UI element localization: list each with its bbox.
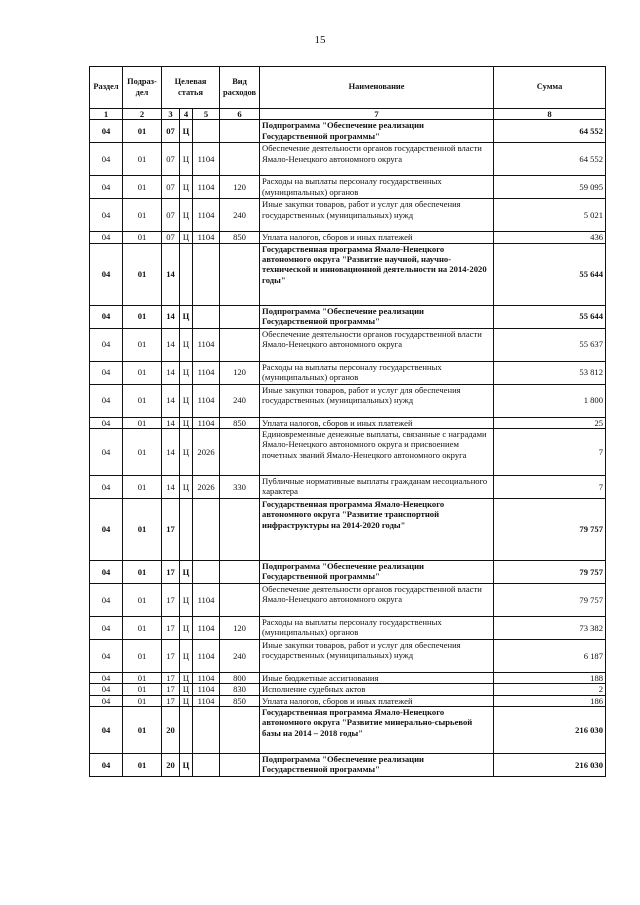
page-number: 15 (314, 34, 326, 46)
row-razdel: 04 (90, 120, 123, 143)
row-razdel: 04 (90, 305, 123, 328)
row-sum: 216 030 (494, 706, 606, 753)
row-target-program: 14 (162, 384, 180, 417)
row-target-subprogram: Ц (180, 143, 193, 176)
row-target-program: 17 (162, 560, 180, 583)
row-target-subprogram: Ц (180, 639, 193, 672)
row-target-program: 07 (162, 232, 180, 243)
row-target-direction: 1104 (193, 143, 220, 176)
row-target-subprogram: Ц (180, 176, 193, 199)
table-row (90, 361, 606, 384)
header-vid-rashodov: Вид расходов (220, 67, 260, 109)
row-expense-type (220, 428, 260, 475)
row-name: Уплата налогов, сборов и иных платежей (260, 417, 494, 428)
row-target-subprogram: Ц (180, 560, 193, 583)
row-target-subprogram: Ц (180, 232, 193, 243)
row-target-direction: 1104 (193, 328, 220, 361)
table-row (90, 176, 606, 199)
row-razdel: 04 (90, 361, 123, 384)
row-target-subprogram: Ц (180, 328, 193, 361)
row-expense-type: 850 (220, 417, 260, 428)
row-target-program: 07 (162, 199, 180, 232)
row-target-program: 14 (162, 243, 180, 305)
row-podrazdel: 01 (123, 498, 162, 560)
row-target-direction (193, 243, 220, 305)
row-target-direction: 1104 (193, 616, 220, 639)
row-target-subprogram: Ц (180, 199, 193, 232)
row-sum: 55 644 (494, 243, 606, 305)
row-name: Единовременные денежные выплаты, связанные с наградами Ямало-Ненецкого автономного округа и присвоением почетных званий Ямало-Ненецкого автономного округа (260, 428, 494, 475)
table-row (90, 695, 606, 706)
row-name: Иные закупки товаров, работ и услуг для обеспечения государственных (муниципальных) нужд (260, 639, 494, 672)
row-podrazdel: 01 (123, 706, 162, 753)
row-target-program: 07 (162, 120, 180, 143)
table-row (90, 243, 606, 305)
table-row (90, 560, 606, 583)
row-podrazdel: 01 (123, 428, 162, 475)
row-sum: 59 095 (494, 176, 606, 199)
row-expense-type (220, 143, 260, 176)
row-name: Обеспечение деятельности органов государственной власти Ямало-Ненецкого автономного округа (260, 143, 494, 176)
row-target-program: 17 (162, 616, 180, 639)
row-sum: 79 757 (494, 498, 606, 560)
row-target-direction: 1104 (193, 672, 220, 683)
row-podrazdel: 01 (123, 672, 162, 683)
row-target-subprogram: Ц (180, 684, 193, 695)
row-name: Уплата налогов, сборов и иных платежей (260, 695, 494, 706)
row-target-direction (193, 498, 220, 560)
column-number: 1 (90, 109, 123, 120)
table-row (90, 583, 606, 616)
row-target-direction (193, 753, 220, 776)
row-target-direction (193, 120, 220, 143)
table-row (90, 706, 606, 753)
table-row (90, 639, 606, 672)
header-celevaya-statya: Целевая статья (162, 67, 220, 109)
row-podrazdel: 01 (123, 328, 162, 361)
row-name: Исполнение судебных актов (260, 684, 494, 695)
column-number: 7 (260, 109, 494, 120)
row-name: Государственная программа Ямало-Ненецкого автономного округа "Развитие транспортной инфраструктуры на 2014-2020 годы" (260, 498, 494, 560)
header-naimenovanie: Наименование (260, 67, 494, 109)
row-name: Подпрограмма "Обеспечение реализации Государственной программы" (260, 120, 494, 143)
row-razdel: 04 (90, 232, 123, 243)
row-expense-type: 120 (220, 361, 260, 384)
row-podrazdel: 01 (123, 143, 162, 176)
row-sum: 7 (494, 475, 606, 498)
row-target-program: 14 (162, 417, 180, 428)
row-podrazdel: 01 (123, 232, 162, 243)
row-expense-type: 330 (220, 475, 260, 498)
row-name: Иные закупки товаров, работ и услуг для обеспечения государственных (муниципальных) нужд (260, 384, 494, 417)
row-sum: 436 (494, 232, 606, 243)
row-target-program: 14 (162, 428, 180, 475)
row-sum: 25 (494, 417, 606, 428)
row-razdel: 04 (90, 328, 123, 361)
row-target-subprogram: Ц (180, 417, 193, 428)
row-target-subprogram: Ц (180, 672, 193, 683)
header-podrazdel: Подраз-дел (123, 67, 162, 109)
row-sum: 53 812 (494, 361, 606, 384)
row-sum: 79 757 (494, 583, 606, 616)
table-row (90, 232, 606, 243)
row-razdel: 04 (90, 753, 123, 776)
row-razdel: 04 (90, 695, 123, 706)
header-summa: Сумма (494, 67, 606, 109)
row-name: Публичные нормативные выплаты гражданам несоциального характера (260, 475, 494, 498)
row-target-subprogram: Ц (180, 616, 193, 639)
row-target-program: 17 (162, 695, 180, 706)
row-target-subprogram: Ц (180, 428, 193, 475)
row-target-subprogram: Ц (180, 384, 193, 417)
row-razdel: 04 (90, 243, 123, 305)
row-razdel: 04 (90, 417, 123, 428)
row-expense-type: 120 (220, 176, 260, 199)
table-row (90, 120, 606, 143)
row-target-direction (193, 706, 220, 753)
row-target-direction: 2026 (193, 428, 220, 475)
row-name: Иные бюджетные ассигнования (260, 672, 494, 683)
row-target-program: 14 (162, 328, 180, 361)
row-sum: 55 644 (494, 305, 606, 328)
row-expense-type: 240 (220, 639, 260, 672)
row-target-program: 14 (162, 475, 180, 498)
column-number: 8 (494, 109, 606, 120)
row-name: Расходы на выплаты персоналу государственных (муниципальных) органов (260, 616, 494, 639)
column-number: 2 (123, 109, 162, 120)
row-podrazdel: 01 (123, 583, 162, 616)
row-razdel: 04 (90, 428, 123, 475)
row-target-direction: 1104 (193, 361, 220, 384)
row-name: Обеспечение деятельности органов государственной власти Ямало-Ненецкого автономного округа (260, 328, 494, 361)
row-podrazdel: 01 (123, 176, 162, 199)
row-name: Государственная программа Ямало-Ненецкого автономного округа "Развитие научной, научно-технической и инновационной деятельности на 2014-2020 годы" (260, 243, 494, 305)
row-expense-type: 240 (220, 199, 260, 232)
column-number-row (90, 109, 606, 120)
row-expense-type: 240 (220, 384, 260, 417)
row-target-program: 20 (162, 706, 180, 753)
row-target-program: 17 (162, 583, 180, 616)
table-row (90, 305, 606, 328)
row-podrazdel: 01 (123, 384, 162, 417)
budget-table (89, 66, 606, 777)
table-row (90, 753, 606, 776)
row-podrazdel: 01 (123, 120, 162, 143)
row-expense-type (220, 328, 260, 361)
row-razdel: 04 (90, 684, 123, 695)
row-target-direction: 1104 (193, 684, 220, 695)
row-target-program: 17 (162, 684, 180, 695)
row-sum: 1 800 (494, 384, 606, 417)
row-target-direction: 1104 (193, 583, 220, 616)
table-row (90, 384, 606, 417)
row-podrazdel: 01 (123, 616, 162, 639)
row-name: Обеспечение деятельности органов государственной власти Ямало-Ненецкого автономного округа (260, 583, 494, 616)
row-sum: 73 382 (494, 616, 606, 639)
row-name: Расходы на выплаты персоналу государственных (муниципальных) органов (260, 361, 494, 384)
row-target-program: 20 (162, 753, 180, 776)
row-target-subprogram: Ц (180, 361, 193, 384)
column-number: 3 (162, 109, 180, 120)
row-sum: 186 (494, 695, 606, 706)
row-target-direction: 1104 (193, 176, 220, 199)
row-expense-type: 850 (220, 695, 260, 706)
row-razdel: 04 (90, 583, 123, 616)
row-podrazdel: 01 (123, 199, 162, 232)
row-expense-type: 830 (220, 684, 260, 695)
table-row (90, 616, 606, 639)
row-razdel: 04 (90, 639, 123, 672)
row-name: Уплата налогов, сборов и иных платежей (260, 232, 494, 243)
row-razdel: 04 (90, 199, 123, 232)
row-target-subprogram: Ц (180, 753, 193, 776)
row-expense-type (220, 498, 260, 560)
row-razdel: 04 (90, 706, 123, 753)
row-expense-type: 800 (220, 672, 260, 683)
table-row (90, 199, 606, 232)
row-target-subprogram (180, 243, 193, 305)
row-podrazdel: 01 (123, 695, 162, 706)
row-razdel: 04 (90, 384, 123, 417)
row-target-program: 07 (162, 143, 180, 176)
row-name: Подпрограмма "Обеспечение реализации Государственной программы" (260, 753, 494, 776)
table-row (90, 672, 606, 683)
row-target-program: 17 (162, 672, 180, 683)
row-target-direction: 1104 (193, 384, 220, 417)
row-razdel: 04 (90, 616, 123, 639)
row-expense-type (220, 706, 260, 753)
row-name: Подпрограмма "Обеспечение реализации Государственной программы" (260, 560, 494, 583)
table-row (90, 428, 606, 475)
row-target-subprogram: Ц (180, 305, 193, 328)
row-sum: 7 (494, 428, 606, 475)
row-expense-type: 120 (220, 616, 260, 639)
column-number: 4 (180, 109, 193, 120)
table-row (90, 143, 606, 176)
row-sum: 216 030 (494, 753, 606, 776)
row-target-program: 14 (162, 305, 180, 328)
row-expense-type (220, 243, 260, 305)
row-target-subprogram: Ц (180, 695, 193, 706)
row-target-direction: 1104 (193, 199, 220, 232)
row-sum: 64 552 (494, 120, 606, 143)
row-podrazdel: 01 (123, 560, 162, 583)
table-body (90, 120, 606, 777)
row-razdel: 04 (90, 560, 123, 583)
row-sum: 64 552 (494, 143, 606, 176)
row-target-subprogram: Ц (180, 120, 193, 143)
row-name: Подпрограмма "Обеспечение реализации Государственной программы" (260, 305, 494, 328)
row-razdel: 04 (90, 498, 123, 560)
row-podrazdel: 01 (123, 684, 162, 695)
row-name: Государственная программа Ямало-Ненецкого автономного округа "Развитие минерально-сырьевой базы на 2014 – 2018 годы" (260, 706, 494, 753)
row-podrazdel: 01 (123, 475, 162, 498)
row-target-direction (193, 560, 220, 583)
row-razdel: 04 (90, 672, 123, 683)
row-target-subprogram (180, 498, 193, 560)
row-target-direction: 1104 (193, 639, 220, 672)
row-sum: 5 021 (494, 199, 606, 232)
row-podrazdel: 01 (123, 361, 162, 384)
row-podrazdel: 01 (123, 639, 162, 672)
row-podrazdel: 01 (123, 417, 162, 428)
row-target-direction: 1104 (193, 232, 220, 243)
row-name: Иные закупки товаров, работ и услуг для обеспечения государственных (муниципальных) нужд (260, 199, 494, 232)
row-expense-type (220, 560, 260, 583)
row-expense-type (220, 305, 260, 328)
table-row (90, 328, 606, 361)
row-target-program: 17 (162, 498, 180, 560)
row-razdel: 04 (90, 475, 123, 498)
header-razdel: Раздел (90, 67, 123, 109)
table-row (90, 498, 606, 560)
row-sum: 2 (494, 684, 606, 695)
row-target-direction: 1104 (193, 695, 220, 706)
row-target-program: 07 (162, 176, 180, 199)
row-target-subprogram: Ц (180, 475, 193, 498)
row-razdel: 04 (90, 176, 123, 199)
row-target-program: 17 (162, 639, 180, 672)
row-expense-type (220, 583, 260, 616)
row-target-direction: 1104 (193, 417, 220, 428)
row-expense-type (220, 753, 260, 776)
row-sum: 6 187 (494, 639, 606, 672)
row-target-direction (193, 305, 220, 328)
row-target-subprogram: Ц (180, 583, 193, 616)
row-sum: 55 637 (494, 328, 606, 361)
column-number: 6 (220, 109, 260, 120)
row-expense-type: 850 (220, 232, 260, 243)
table-row (90, 475, 606, 498)
row-sum: 79 757 (494, 560, 606, 583)
row-razdel: 04 (90, 143, 123, 176)
row-expense-type (220, 120, 260, 143)
row-target-direction: 2026 (193, 475, 220, 498)
row-name: Расходы на выплаты персоналу государственных (муниципальных) органов (260, 176, 494, 199)
row-sum: 188 (494, 672, 606, 683)
row-podrazdel: 01 (123, 305, 162, 328)
table-row (90, 417, 606, 428)
column-number: 5 (193, 109, 220, 120)
row-target-subprogram (180, 706, 193, 753)
row-target-program: 14 (162, 361, 180, 384)
table-row (90, 684, 606, 695)
row-podrazdel: 01 (123, 753, 162, 776)
row-podrazdel: 01 (123, 243, 162, 305)
